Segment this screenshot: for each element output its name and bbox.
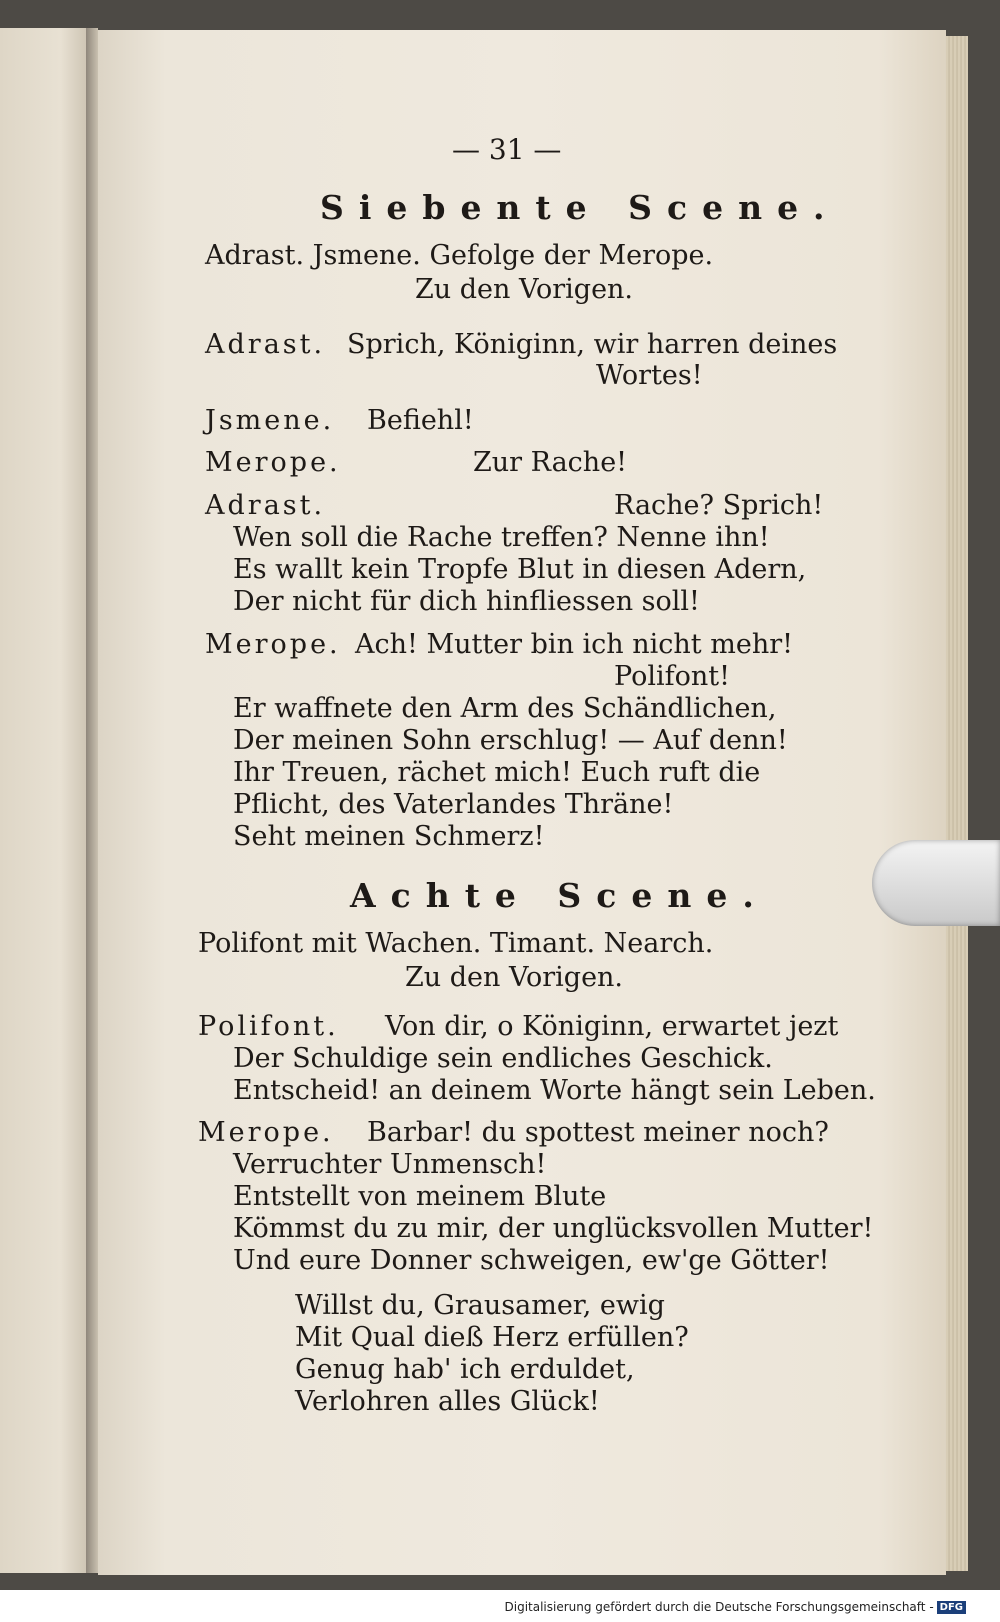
dialogue-line: Seht meinen Schmerz! [233, 821, 545, 852]
dialogue-line: Der Schuldige sein endliches Geschick. [233, 1043, 773, 1074]
speaker-name: Merope. [205, 629, 341, 660]
dialogue-line: Und eure Donner schweigen, ew'ge Götter! [233, 1245, 830, 1276]
scene-title: Achte Scene. [350, 876, 769, 915]
dialogue-line: Wortes! [596, 360, 703, 391]
dialogue-line: Barbar! du spottest meiner noch? [367, 1117, 829, 1148]
page-edges [946, 36, 968, 1571]
speaker-name: Polifont. [198, 1011, 339, 1042]
dialogue-line: Wen soll die Rache treffen? Nenne ihn! [233, 522, 770, 553]
scene-cast: Polifont mit Wachen. Timant. Nearch. [198, 928, 714, 959]
speaker-name: Adrast. [205, 329, 326, 360]
dialogue-line: Entstellt von meinem Blute [233, 1181, 607, 1212]
dialogue-line: Sprich, Königinn, wir harren deines [347, 329, 838, 360]
left-page-edge [0, 28, 86, 1573]
dialogue-line: Zur Rache! [473, 447, 628, 478]
dialogue-line: Kömmst du zu mir, der unglücksvollen Mutter! [233, 1213, 874, 1244]
bookmark-tab [872, 840, 1000, 926]
speaker-name: Merope. [205, 447, 341, 478]
dialogue-line: Rache? Sprich! [614, 490, 824, 521]
dialogue-line: Verruchter Unmensch! [233, 1149, 547, 1180]
page-number: — 31 — [452, 133, 562, 166]
scene-cast: Zu den Vorigen. [415, 274, 634, 305]
aria-line: Mit Qual dieß Herz erfüllen? [295, 1322, 689, 1353]
scene-title: Siebente Scene. [320, 188, 840, 227]
dfg-logo: DFG [937, 1601, 966, 1614]
scene-cast: Adrast. Jsmene. Gefolge der Merope. [205, 240, 714, 271]
dialogue-line: Entscheid! an deinem Worte hängt sein Leben. [233, 1075, 876, 1106]
aria-line: Willst du, Grausamer, ewig [295, 1290, 665, 1321]
dialogue-line: Es wallt kein Tropfe Blut in diesen Adern, [233, 554, 807, 585]
book-gutter [86, 28, 98, 1573]
speaker-name: Adrast. [205, 490, 326, 521]
speaker-name: Jsmene. [205, 405, 335, 436]
dialogue-line: Der meinen Sohn erschlug! — Auf denn! [233, 725, 788, 756]
credit-text: Digitalisierung gefördert durch die Deutsche Forschungsgemeinschaft - [504, 1600, 934, 1614]
dialogue-line: Von dir, o Königinn, erwartet jezt [385, 1011, 839, 1042]
aria-line: Verlohren alles Glück! [295, 1386, 600, 1417]
dialogue-line: Pflicht, des Vaterlandes Thräne! [233, 789, 674, 820]
dialogue-line: Er waffnete den Arm des Schändlichen, [233, 693, 777, 724]
dialogue-line: Befiehl! [367, 405, 474, 436]
aria-line: Genug hab' ich erduldet, [295, 1354, 635, 1385]
dialogue-line: Polifont! [614, 661, 730, 692]
digitization-credit [505, 1600, 967, 1614]
speaker-name: Merope. [198, 1117, 334, 1148]
dialogue-line: Ihr Treuen, rächet mich! Euch ruft die [233, 757, 761, 788]
scene-cast: Zu den Vorigen. [405, 962, 624, 993]
dialogue-line: Der nicht für dich hinfliessen soll! [233, 586, 700, 617]
dialogue-line: Ach! Mutter bin ich nicht mehr! [355, 629, 793, 660]
